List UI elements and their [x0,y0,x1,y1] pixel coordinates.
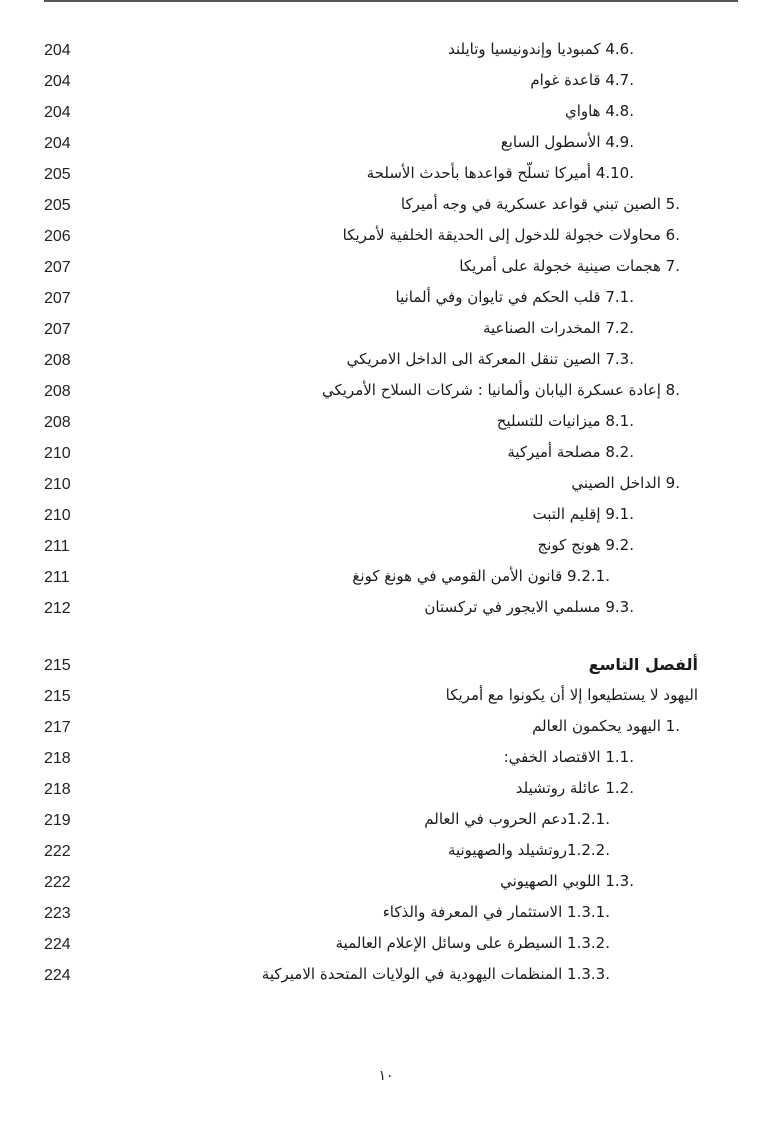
toc-entry-page-number: 222 [44,874,71,891]
toc-entry [0,129,772,160]
toc-entry-page-number: 210 [44,507,71,524]
toc-entry-title: .8.1 ميزانيات للتسليح [496,412,634,430]
table-of-contents [0,36,772,992]
toc-entry [0,439,772,470]
toc-entry [0,284,772,315]
toc-entry [0,408,772,439]
toc-entry-page-number: 204 [44,73,71,90]
toc-entry-title: .7 هجمات صينية خجولة على أمريكا [459,257,680,275]
toc-entry-title: .1.2.1دعم الحروب في العالم [424,810,610,828]
toc-entry-page-number: 217 [44,719,71,736]
toc-entry-title: .8 إعادة عسكرة اليابان وألمانيا : شركات السلاح الأمريكي [321,381,680,399]
toc-entry-title: .9.2 هونج كونج [537,536,634,554]
toc-entry-title: .1.2 عائلة روتشيلد [515,779,634,797]
section-gap [0,625,772,651]
toc-entry-title: .6 محاولات خجولة للدخول إلى الحديقة الخلفية لأمريكا [342,226,680,244]
toc-entry-page-number: 207 [44,290,71,307]
toc-entry-title: .1.3 اللوبي الصهيوني [500,872,634,890]
toc-entry-title: .4.6 كمبوديا وإندونيسيا وتايلند [448,40,634,58]
toc-entry-title: .7.2 المخدرات الصناعية [482,319,634,337]
toc-entry-page-number: 207 [44,321,71,338]
page-footer-number: ١٠ [378,1068,394,1084]
toc-entry-page-number: 204 [44,42,71,59]
toc-entry [0,36,772,67]
toc-entry-title: .4.9 الأسطول السابع [500,133,634,151]
toc-entry-title: .9.1 إقليم التبت [532,505,634,523]
toc-entry-title: اليهود لا يستطيعوا إلا أن يكونوا مع أمريكا [445,686,698,704]
toc-entry-page-number: 208 [44,383,71,400]
toc-entry [0,713,772,744]
toc-section-a [0,36,772,625]
toc-entry-title: .1.2.2روتشيلد والصهيونية [447,841,610,859]
toc-entry [0,594,772,625]
toc-entry-title: .1.3.1 الاستثمار في المعرفة والذكاء [382,903,610,921]
toc-entry-page-number: 204 [44,104,71,121]
toc-entry [0,961,772,992]
toc-entry-title: .7.1 قلب الحكم في تايوان وفي ألمانيا [395,288,634,306]
toc-entry [0,67,772,98]
chapter-title: ألفصل التاسع [588,655,698,674]
toc-entry-page-number: 211 [44,569,70,586]
toc-entry-page-number: 210 [44,476,71,493]
toc-entry [0,868,772,899]
toc-entry-page-number: 204 [44,135,71,152]
toc-section-b [0,682,772,992]
toc-entry-page-number: 224 [44,967,71,984]
toc-entry-page-number: 223 [44,905,71,922]
toc-entry [0,930,772,961]
toc-entry-page-number: 218 [44,750,71,767]
chapter-heading [0,651,772,682]
toc-entry-page-number: 211 [44,538,70,555]
toc-entry-title: .5 الصين تبني قواعد عسكرية في وجه أميركا [400,195,680,213]
toc-entry-page-number: 207 [44,259,71,276]
chapter-page-number: 215 [44,657,71,674]
toc-entry [0,744,772,775]
toc-entry-title: .4.7 قاعدة غوام [530,71,634,89]
toc-entry [0,222,772,253]
toc-entry-title: .4.8 هاواي [564,102,634,120]
toc-entry [0,682,772,713]
toc-entry-page-number: 219 [44,812,71,829]
toc-entry-title: .1.1 الاقتصاد الخفي: [503,748,634,766]
toc-entry-title: .9.3 مسلمي الايجور في تركستان [424,598,634,616]
toc-entry [0,775,772,806]
toc-entry-page-number: 205 [44,166,71,183]
toc-entry [0,377,772,408]
toc-entry-title: .1.3.2 السيطرة على وسائل الإعلام العالمية [335,934,610,952]
toc-entry [0,253,772,284]
toc-entry-page-number: 210 [44,445,71,462]
toc-entry-page-number: 218 [44,781,71,798]
toc-entry-page-number: 215 [44,688,71,705]
toc-entry-page-number: 224 [44,936,71,953]
toc-entry [0,470,772,501]
toc-entry [0,160,772,191]
toc-entry [0,191,772,222]
toc-entry [0,899,772,930]
toc-entry-page-number: 205 [44,197,71,214]
toc-entry [0,315,772,346]
toc-entry-page-number: 208 [44,414,71,431]
toc-entry-page-number: 206 [44,228,71,245]
toc-entry [0,837,772,868]
toc-entry [0,806,772,837]
toc-entry-page-number: 208 [44,352,71,369]
toc-entry [0,532,772,563]
toc-entry-page-number: 212 [44,600,71,617]
toc-entry-title: .1.3.3 المنظمات اليهودية في الولايات المتحدة الاميركية [261,965,610,983]
toc-entry-title: .4.10 أميركا تسلّح قواعدها بأحدث الأسلحة [366,164,634,182]
top-rule [44,0,738,2]
toc-entry-title: .1 اليهود يحكمون العالم [532,717,680,735]
toc-entry-title: .7.3 الصين تنقل المعركة الى الداخل الامريكي [346,350,634,368]
toc-entry [0,346,772,377]
toc-entry [0,501,772,532]
toc-entry-title: .8.2 مصلحة أميركية [507,443,634,461]
toc-entry [0,98,772,129]
toc-entry [0,563,772,594]
toc-entry-title: .9 الداخل الصيني [571,474,680,492]
toc-entry-page-number: 222 [44,843,71,860]
toc-entry-title: .9.2.1 قانون الأمن القومي في هونغ كونغ [352,567,610,585]
